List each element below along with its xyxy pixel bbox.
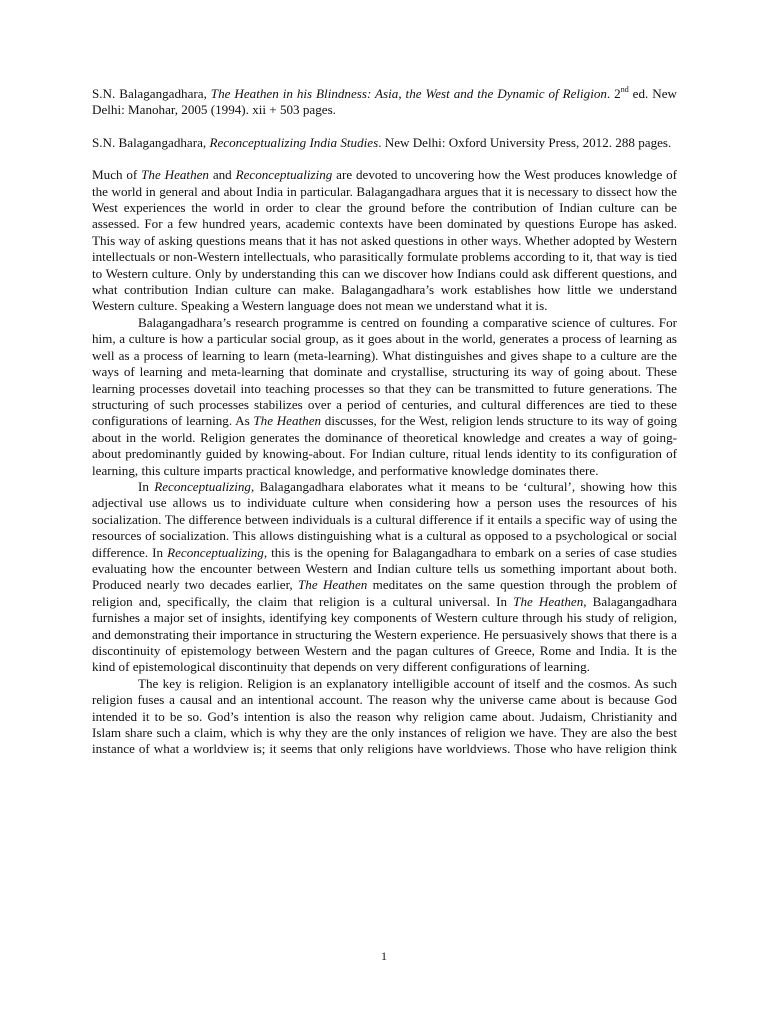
paragraph-text: Balagangadhara’s research programme is centred on founding a comparative science of cultures. For him, a culture is how a particular social group, as it goes about in the world, generates a process of learning as well as a process of learning to learn (meta-learning). What distinguishes and gives shape to a culture are the ways of learning and meta-learning that dominate and crystallise, structuring its way of going about. These learning processes dovetail into teaching processes so that they can be transmitted to future generations. The structuring of such processes stabilizes over a period of centuries, and cultural differences are tied to these configurations of learning. As (92, 314, 677, 429)
reference-reconceptualizing (92, 135, 677, 151)
reference-edition-lead: . 2 (606, 86, 621, 101)
reference-heathen (92, 86, 677, 119)
reference-publication: ed. New Delhi: Manohar, 2005 (1994). xii + 503 pages. (92, 86, 677, 118)
paragraph-text: Much of (92, 167, 142, 183)
page-number: 1 (381, 949, 387, 963)
paragraph-text: meditates on the same question through the problem of religion and, specifically, the claim that religion is a cultural universal. In (92, 577, 678, 609)
book-title-italic: Reconceptualizing (167, 544, 264, 560)
reference-author: S.N. Balagangadhara, (92, 86, 211, 101)
paragraph-text: and (208, 167, 236, 183)
book-title-italic: The Heathen (513, 593, 584, 609)
book-title-italic: The Heathen (141, 167, 209, 183)
body-paragraph-3 (92, 479, 677, 676)
body-paragraph-2 (92, 315, 677, 479)
body-paragraph-1 (92, 167, 677, 315)
paragraph-text: , this is the opening for Balagangadhara to embark on a series of case studies evaluating how the encounter between Western and Indian culture tells us something important about both. Produced nearly two decades earlier, (92, 544, 677, 593)
document-page (92, 86, 677, 758)
paragraph-text: In (138, 478, 155, 494)
book-title-italic: The Heathen (298, 577, 368, 593)
reference-author: S.N. Balagangadhara, (92, 134, 210, 150)
paragraph-text: The key is religion. Religion is an explanatory intelligible account of itself and the cosmos. As such religion fuses a causal and an intentional account. The reason why the universe came about is because God intended it to be so. God’s intention is also the reason why religion came about. Judaism, Christianity and Islam share such a claim, which is why they are the only instances of religion we have. They are also the best instance of what a worldview is; it seems that only religions have worldviews. Those who have religion think (92, 675, 677, 757)
reference-publication: . New Delhi: Oxford University Press, 2012. 288 pages. (378, 134, 672, 150)
reference-title: Reconceptualizing India Studies (209, 134, 379, 150)
book-title-italic: Reconceptualizing (235, 167, 333, 183)
reference-edition-superscript: nd (620, 85, 629, 94)
paragraph-text: are devoted to uncovering how the West produces knowledge of the world in general and about India in particular. Balagangadhara argues that it is necessary to dissect how the West experiences the world in order to clear the ground before the contribution of Indian culture can be assessed. For a few hundred years, academic contexts have been dominated by questions Europe has asked. This way of asking questions means that it has not asked questions in other ways. Whether adopted by Western intellectuals or non-Western intellectuals, who parasitically formulate problems according to it, that way is tied to Western culture. Only by understanding this can we discover how Indians could ask different questions, and what contribution Indian culture can make. Balagangadhara’s work establishes how little we understand Western culture. Speaking a Western language does not mean we understand what it is. (92, 167, 678, 314)
body-paragraph-4 (92, 676, 677, 758)
reference-title: The Heathen in his Blindness: Asia, the West and the Dynamic of Religion (210, 86, 607, 101)
paragraph-text: discusses, for the West, religion lends structure to its way of going about in the world. Religion generates the dominance of theoretical knowledge and creates a way of going-about predominantly guided by knowing-about. For Indian culture, ritual lends identity to its configuration of learning, this culture imparts practical knowledge, and performative knowledge dominates there. (92, 413, 678, 478)
paragraph-text: , Balagangadhara furnishes a major set of insights, identifying key components of Western culture through his study of religion, and demonstrating their importance in structuring the Western experience. He persuasively shows that there is a discontinuity of epistemology between Western and the pagan cultures of Greece, Rome and India. It is the kind of epistemological discontinuity that depends on very different configurations of learning. (92, 593, 677, 675)
paragraph-text: , Balagangadhara elaborates what it means to be ‘cultural’, showing how this adjectival use allows us to individuate culture when considering how a person uses the resources of his socialization. The difference between individuals is a cultural difference if it entails a specific way of using the resources of socialization. This allows distinguishing what is a cultural as opposed to a psychological or social difference. In (92, 478, 677, 560)
book-title-italic: Reconceptualizing (154, 478, 251, 494)
book-title-italic: The Heathen (253, 413, 322, 429)
